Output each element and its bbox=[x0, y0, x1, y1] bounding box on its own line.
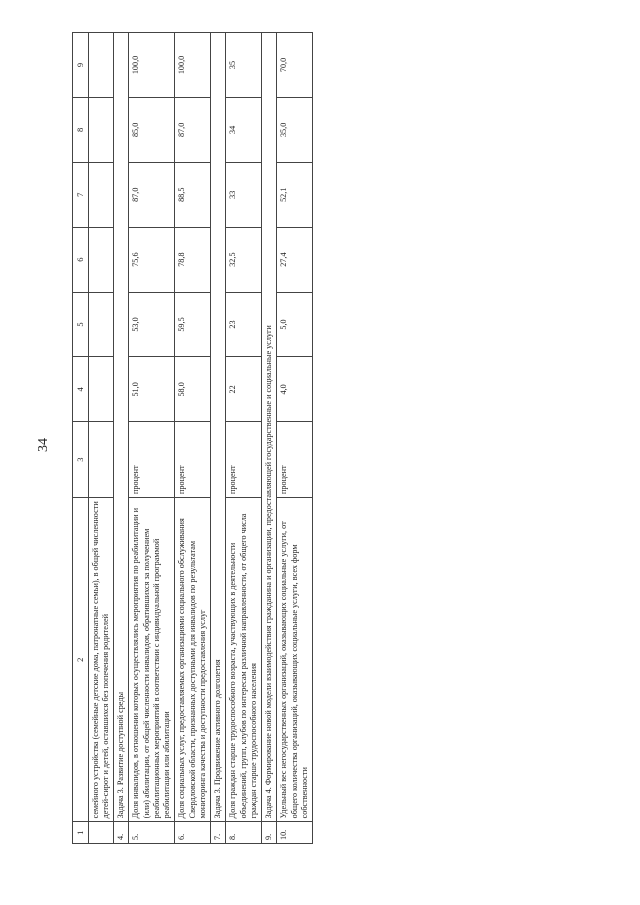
table-row bbox=[175, 33, 211, 844]
indicator-text: Доля граждан старше трудоспособного возраста, участвующих в деятельности объединений, групп, клубов по интересам различной направленности, от общего числа граждан старше трудоспособного населения bbox=[226, 497, 262, 821]
value-cell bbox=[88, 97, 114, 162]
indicator-text: семейного устройства (семейные детские дома, патронатные семьи), в общей численности детей-сирот и детей, оставшихся без попечения родителей bbox=[88, 497, 114, 821]
task-row bbox=[211, 33, 226, 844]
value-cell bbox=[88, 33, 114, 98]
value-cell: 78,8 bbox=[175, 227, 211, 292]
value-cell: 32,5 bbox=[226, 227, 262, 292]
task-row bbox=[114, 33, 129, 844]
value-cell: 59,5 bbox=[175, 292, 211, 357]
task-title: Задача 3. Развитие доступной среды bbox=[114, 33, 129, 822]
unit-cell: процент bbox=[277, 422, 313, 498]
unit-cell bbox=[88, 422, 114, 498]
value-cell: 88,5 bbox=[175, 162, 211, 227]
header-cell: 4 bbox=[73, 357, 89, 422]
indicator-text: Доля инвалидов, в отношении которых осуществлялись мероприятия по реабилитации и (или) абилитации, от общей численности инвалидов, обратившихся за получением реабилитационных мероприятий в соответствии с индивидуальной программой реабилитации или абилитации bbox=[129, 497, 175, 821]
value-cell: 70,0 bbox=[277, 33, 313, 98]
task-row bbox=[262, 33, 277, 844]
row-number: 10. bbox=[277, 822, 313, 844]
value-cell bbox=[88, 357, 114, 422]
value-cell: 100,0 bbox=[175, 33, 211, 98]
unit-cell: процент bbox=[226, 422, 262, 498]
value-cell: 75,6 bbox=[129, 227, 175, 292]
indicator-text: Удельный вес негосударственных организаций, оказывающих социальные услуги, от общего количества организаций, оказывающих социальные услуги, всех форм собственности bbox=[277, 497, 313, 821]
row-number: 8. bbox=[226, 822, 262, 844]
value-cell: 34 bbox=[226, 97, 262, 162]
header-cell: 3 bbox=[73, 422, 89, 498]
table-row bbox=[129, 33, 175, 844]
value-cell: 100,0 bbox=[129, 33, 175, 98]
value-cell: 27,4 bbox=[277, 227, 313, 292]
task-title: Задача 3. Продвижение активного долголетия bbox=[211, 33, 226, 822]
value-cell: 23 bbox=[226, 292, 262, 357]
rotated-table-container bbox=[72, 32, 352, 844]
header-cell: 7 bbox=[73, 162, 89, 227]
value-cell: 33 bbox=[226, 162, 262, 227]
header-cell: 9 bbox=[73, 33, 89, 98]
value-cell: 85,0 bbox=[129, 97, 175, 162]
value-cell bbox=[88, 292, 114, 357]
header-cell: 8 bbox=[73, 97, 89, 162]
value-cell: 35 bbox=[226, 33, 262, 98]
value-cell: 53,0 bbox=[129, 292, 175, 357]
value-cell bbox=[88, 162, 114, 227]
header-cell: 5 bbox=[73, 292, 89, 357]
value-cell: 35,0 bbox=[277, 97, 313, 162]
value-cell: 4,0 bbox=[277, 357, 313, 422]
value-cell: 52,1 bbox=[277, 162, 313, 227]
table-row bbox=[88, 33, 114, 844]
row-number: 9. bbox=[262, 822, 277, 844]
value-cell: 5,0 bbox=[277, 292, 313, 357]
header-row bbox=[73, 33, 89, 844]
task-title: Задача 4. Формирование новой модели взаимодействия гражданина и организации, предоставляющей государственные и социальные услуги bbox=[262, 33, 277, 822]
value-cell: 87,0 bbox=[129, 162, 175, 227]
row-number: 7. bbox=[211, 822, 226, 844]
value-cell: 87,0 bbox=[175, 97, 211, 162]
row-number: 4. bbox=[114, 822, 129, 844]
value-cell: 22 bbox=[226, 357, 262, 422]
row-number: 5. bbox=[129, 822, 175, 844]
indicator-text: Доля социальных услуг, предоставляемых организациями социального обслуживания Свердловской области, признанных доступными для инвалидов по результатам мониторинга качества и доступности предоставления услуг bbox=[175, 497, 211, 821]
value-cell: 58,0 bbox=[175, 357, 211, 422]
table-row bbox=[226, 33, 262, 844]
header-cell: 6 bbox=[73, 227, 89, 292]
header-cell: 2 bbox=[73, 497, 89, 821]
unit-cell: процент bbox=[129, 422, 175, 498]
row-number: 6. bbox=[175, 822, 211, 844]
indicators-table bbox=[72, 32, 313, 844]
value-cell bbox=[88, 227, 114, 292]
table-row bbox=[277, 33, 313, 844]
header-cell: 1 bbox=[73, 822, 89, 844]
value-cell: 51,0 bbox=[129, 357, 175, 422]
page-number: 34 bbox=[36, 438, 51, 452]
row-number bbox=[88, 822, 114, 844]
unit-cell: процент bbox=[175, 422, 211, 498]
